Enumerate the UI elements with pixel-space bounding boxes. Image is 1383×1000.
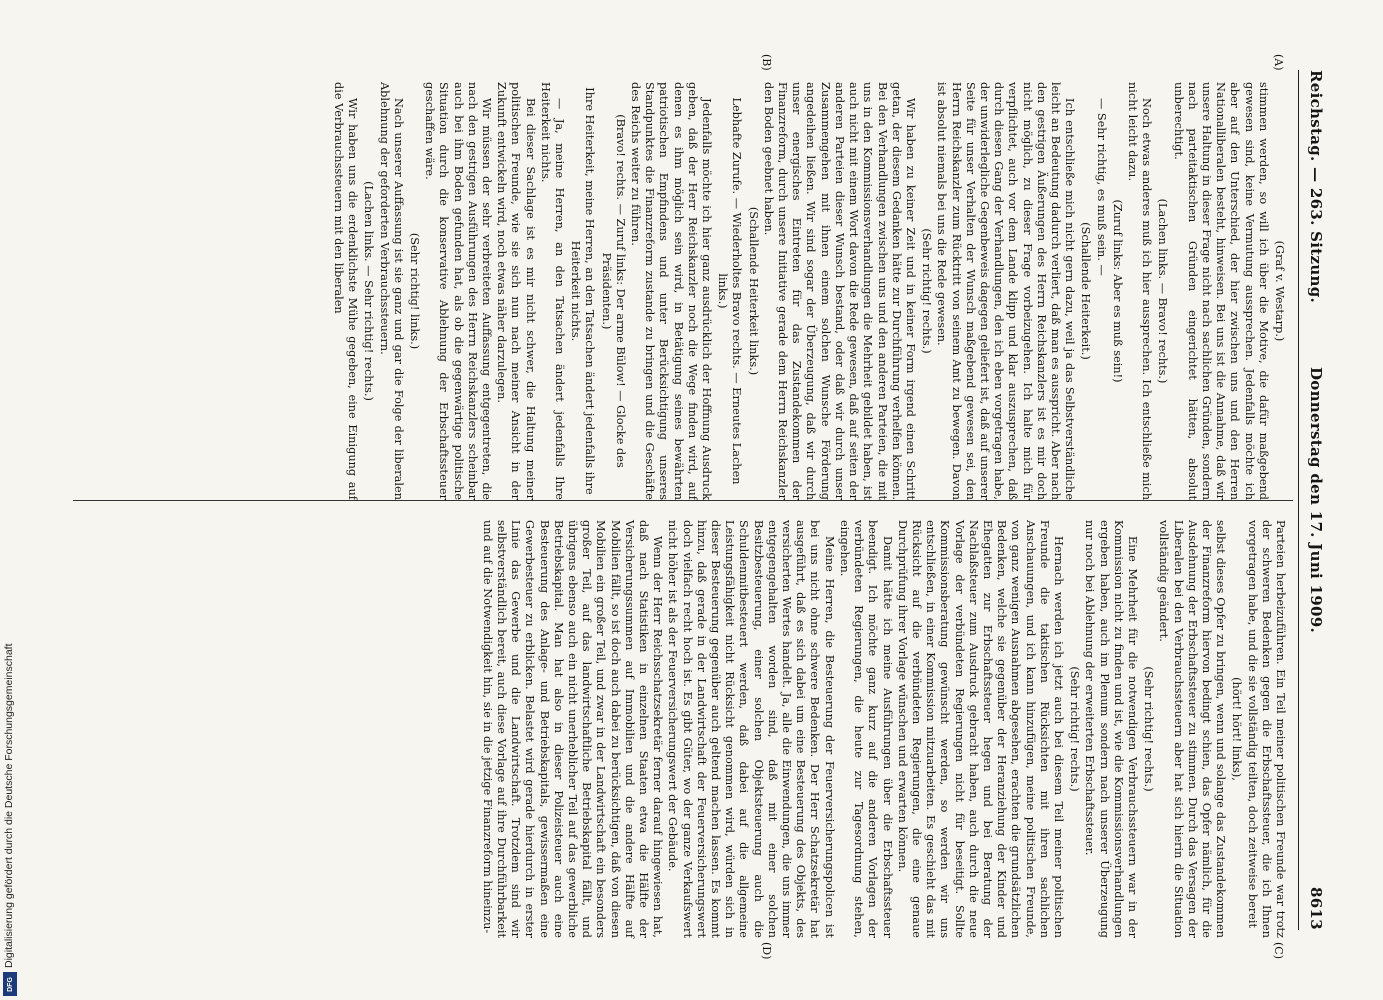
header-date: Donnerstag den 17. Juni 1909.	[1307, 366, 1325, 634]
left-column-paragraph: (Lachen links. — Bravo! rechts.)	[1156, 198, 1170, 384]
left-column-paragraph: (Zuruf links: Aber es muß sein!)	[1110, 199, 1124, 383]
left-column-paragraph: — Sehr richtig, es muß sein. —	[1094, 98, 1108, 276]
left-column-paragraph: (Lachen links. — Sehr richtig! rechts.)	[362, 181, 376, 401]
left-column-paragraph: (Schallende Heiterkeit.)	[1079, 222, 1093, 360]
right-text-column	[479, 520, 1287, 938]
right-column-paragraph: (Sehr richtig! rechts.)	[1068, 666, 1082, 792]
left-column-paragraph: (Sehr richtig! rechts.)	[920, 228, 934, 354]
right-column-paragraph: (hört! hört! links),	[1230, 677, 1244, 781]
dfg-notice-text: Digitalisierung gefördert durch die Deutsche Forschungsgemeinschaft	[3, 643, 15, 968]
right-column-paragraph: selbst dieses Opfer zu bringen, wenn und solange das Zustandekommen der Finanzreform hiervon bedingt schien, das Opfer nämlich, für die Ausdehnung der Erbschaftssteuer zu stimmen. Durch das Versagen der Liberalen bei den Verbrauchssteuern aber hat sich hierin die Situation vollständig geändert.	[1157, 520, 1228, 938]
left-column-paragraph: (Schallende Heiterkeit links.)	[746, 206, 760, 376]
margin-marker-d: (D)	[760, 942, 773, 960]
left-column-paragraph: — Ja, meine Herren, an den Tatsachen ändert jedenfalls Ihre Heiterkeit nichts.	[538, 82, 567, 500]
header-rule	[1298, 70, 1299, 930]
left-column-paragraph: Ihre Heiterkeit, meine Herren, an den Tatsachen ändert jedenfalls ihre Heiterkeit nichts.	[569, 87, 597, 495]
header-session: Reichstag. — 263. Sitzung.	[1307, 70, 1325, 304]
left-column-paragraph: Nach unserer Auffassung ist sie ganz und gar die Folge der liberalen Ablehnung der geforderten Verbrauchssteuern.	[377, 82, 405, 500]
left-column-paragraph: Wir haben uns die erdenklichste Mühe gegeben, eine Einigung auf die Verbrauchssteuern mit den liberalen	[332, 82, 360, 500]
left-column-paragraph: Wir haben zu keiner Zeit und in keiner Form irgend einen Schritt getan, der diesem Gedanken hätte zur Durchführung verhelfen können. Bei den Verhandlungen zwischen uns und den anderen Parteien, die mit uns in den Kommissionsverhandlungen die Mehrheit gebildet haben, ist auch nicht mit einem Wort davon die Rede gewesen, daß auf seiten der anderen Parteien dieser Wunsch bestand, oder daß wir durch unser Zusammengehen mit ihnen einem solchen Wunsche Förderung angedeihen ließen. Wir sind sogar der Überzeugung, daß wir durch unser energisches Eintreten für das Zustandekommen der Finanzreform, durch unsere Initiative gerade dem Herrn Reichskanzler den Boden geebnet haben.	[761, 82, 917, 500]
left-text-column	[330, 82, 1287, 500]
column-divider	[73, 500, 1293, 501]
left-column-paragraph: Lebhafte Zurufe. — Wiederholtes Bravo rechts. — Erneutes Lachen links.)	[716, 97, 744, 485]
left-column-paragraph: Wir müssen der sehr verbreiteten Auffassung entgegentreten, die nach den gestrigen Ausführungen des Herrn Reichskanzlers scheinbar auch bei ihm Boden gefunden hat, als ob die gegenwärtige politische Situation durch die konservative Ablehnung der Erbschaftssteuer geschaffen wäre.	[423, 82, 494, 500]
margin-marker-a: (A)	[1272, 54, 1285, 71]
dfg-logo	[3, 972, 17, 996]
dfg-notice	[2, 576, 18, 996]
right-column-paragraph: Meine Herren, die Besteuerung der Feuerversicherungspolicen ist bei uns nicht ohne schwere Bedenken. Der Herr Schatzsekretär hat ausgeführt, daß es sich dabei um eine Besteuerung des Objekts, des versicherten Wertes handelt. Ja, alle die Einwendungen, die uns immer entgegengehalten worden sind, daß mit einer solchen Besitzbesteuerung, einer solchen Objektsteuerung auch die Schuldenmitbesteuert werden, daß dabei auf die allgemeine Leistungsfähigkeit nicht Rücksicht genommen wird, würden sich in dieser Besteuerung gegenüber auch geltend machen lassen. Es kommt hinzu, daß gerade in der Landwirtschaft der Feuerversicherungswert doch vielfach recht hoch ist. Es gibt Güter, wo der ganze Verkaufswert nicht höher ist als der Feuerversicherungswert der Gebäude.	[666, 520, 836, 938]
page-header	[1303, 70, 1325, 930]
margin-marker-c: (C)	[1272, 942, 1285, 959]
left-column-paragraph: (Bravo! rechts. — Zuruf links: Der arme Bülow! — Glocke des Präsidenten.)	[599, 114, 627, 468]
dfg-logo-text: DFG	[6, 976, 14, 992]
right-column-paragraph: Damit hätte ich meine Ausführungen über die Erbschaftssteuer beendigt. Ich möchte ganz kurz auf die anderen Vorlagen der verbündeten Regierungen, die heute zur Tagesordnung stehen, eingehen.	[837, 520, 894, 938]
left-column-paragraph: Ich entschließe mich nicht gern dazu, weil ja das Selbstverständliche leicht an Bedeutung dadurch verliert, daß man es ausspricht. Aber nach den gestrigen Äußerungen des Herrn Reichskanzlers ist es mir doch nicht möglich, zu dieser Frage vorbeizugehen. Ich halte mich für verpflichtet, auch vor dem Lande klipp und klar auszusprechen, daß durch diesen Gang der Verhandlungen, den ich eben vorgetragen habe, der unwiderlegliche Gegenbeweis dagegen geliefert ist, daß auf unserer Seite für unser Verhalten der Wunsch maßgebend gewesen sei, den Herrn Reichskanzler zum Rücktritt von seinem Amt zu bewegen. Davon ist absolut niemals bei uns die Rede gewesen.	[935, 82, 1077, 500]
right-column-paragraph: Parteien herbeizuführen. Ein Teil meiner politischen Freunde war trotz der schweren Bedenken gegen die Erbschaftssteuer, die ich Ihnen vorgetragen habe, und die sie vollständig teilten, doch zeitweise bereit	[1245, 520, 1287, 938]
margin-marker-b: (B)	[760, 54, 773, 71]
left-column-paragraph: Noch etwas anderes muß ich hier aussprechen. Ich entschließe mich nicht leicht dazu.	[1125, 82, 1154, 500]
right-column-paragraph: Hernach werden ich jetzt auch bei diesem Teil meiner politischen Freunde die taktischen Rücksichten mit ihren sachlichen Anschauungen, und ich kann hinzufügen, meine politischen Freunde, von ganz wenigen Ausnahmen abgesehen, erachten die grundsätzlichen Bedenken, welche sie gegenüber der Heranziehung der Kinder und Ehegatten zur Erbschaftssteuer hegen und bei Beratung der Nachlaßsteuer zum Ausdruck gebracht haben, auch durch die neue Vorlage der verbündeten Regierungen nicht für beseitigt. Sollte Kommissionsberatung gewünscht werden, so werden wir uns entschließen, in einer Kommission mitzuarbeiten. Es geschieht das mit Rücksicht auf die verbündeten Regierungen, die eine genaue Durchprüfung ihrer Vorlage wünschen und erwarten können.	[895, 520, 1065, 938]
left-column-paragraph: Jedenfalls möchte ich hier ganz ausdrücklich der Hoffnung Ausdruck geben, daß der Herr Reichskanzler noch die Wege finden wird, auf denen es ihm möglich sein wird, in Betätigung seines bewährten patriotischen Empfindens und unter Berücksichtigung unseres Standpunktes die Finanzreform zustande zu bringen und die Geschäfte des Reichs weiter zu führen.	[629, 82, 714, 500]
header-page-number: 8613	[1307, 887, 1325, 930]
right-column-paragraph: Eine Mehrheit für die notwendigen Verbrauchssteuern war in der Kommission nicht zu finden und ist, wie die Kommissionsverhandlungen ergeben haben, auch im Plenum sondern nach unserer Überzeugung nur noch bei Ablehnung der erweiterten Erbschaftssteuer.	[1083, 520, 1139, 938]
left-column-paragraph: Bei dieser Sachlage ist es mir nicht schwer, die Haltung meiner politischen Freunde, wie sie sich nun nach meiner Ansicht in der Zukunft entwickeln wird, noch etwas näher darzulegen.	[495, 82, 537, 500]
right-column-paragraph: (Sehr richtig! rechts.)	[1142, 666, 1156, 792]
right-column-paragraph: Wenn der Herr Reichsschatzsekretär ferner darauf hingewiesen hat, daß nach Statistiken in einzelnen Staaten etwa die Hälfte der Versicherungssummen auf Immobilien und die andere Hälfte auf Mobilien fällt, so ist doch auch dabei zu berücksichtigen, daß von diesen Mobilien ein großer Teil, und zwar in der Landwirtschaft ein besonders großer Teil, auf das landwirtschaftliche Betriebskapital fällt, und übrigens ebenso auch ein nicht unerheblicher Teil auf das gewerbliche Betriebskapital. Man hat also in dieser Polizeisteuer auch eine Besteuerung des Anlage- und Betriebskapitals, gewissermaßen eine Gewerbesteuer zu erblicken. Belastet wird gerade hierdurch in erster Linie das Gewerbe und die Landwirtschaft. Trotzdem sind wir selbstverständlich bereit, auch diese Vorlage auf ihre Durchführbarkeit und auf die Notwendigkeit hin, sie in die jetzige Finanzreform hineinzu-	[480, 520, 665, 938]
left-column-paragraph: (Graf v. Westarp.)	[1273, 240, 1286, 342]
left-column-paragraph: (Sehr richtig! links.)	[408, 232, 422, 350]
left-column-paragraph: stimmen werden, so will ich über die Motive, die dafür maßgebend gewesen sind, keine Vermutung aussprechen. Jedenfalls möchte ich aber auf den Unterschied, der hier zwischen uns und den Herren Nationalliberalen besteht, hinweisen. Bei uns ist die Annahme, daß wir unsere Haltung in dieser Frage nicht nach sachlichen Gründen, sondern nach parteitaktischen Gründen eingerichtet hätten, absolut unberechtigt.	[1171, 82, 1270, 500]
